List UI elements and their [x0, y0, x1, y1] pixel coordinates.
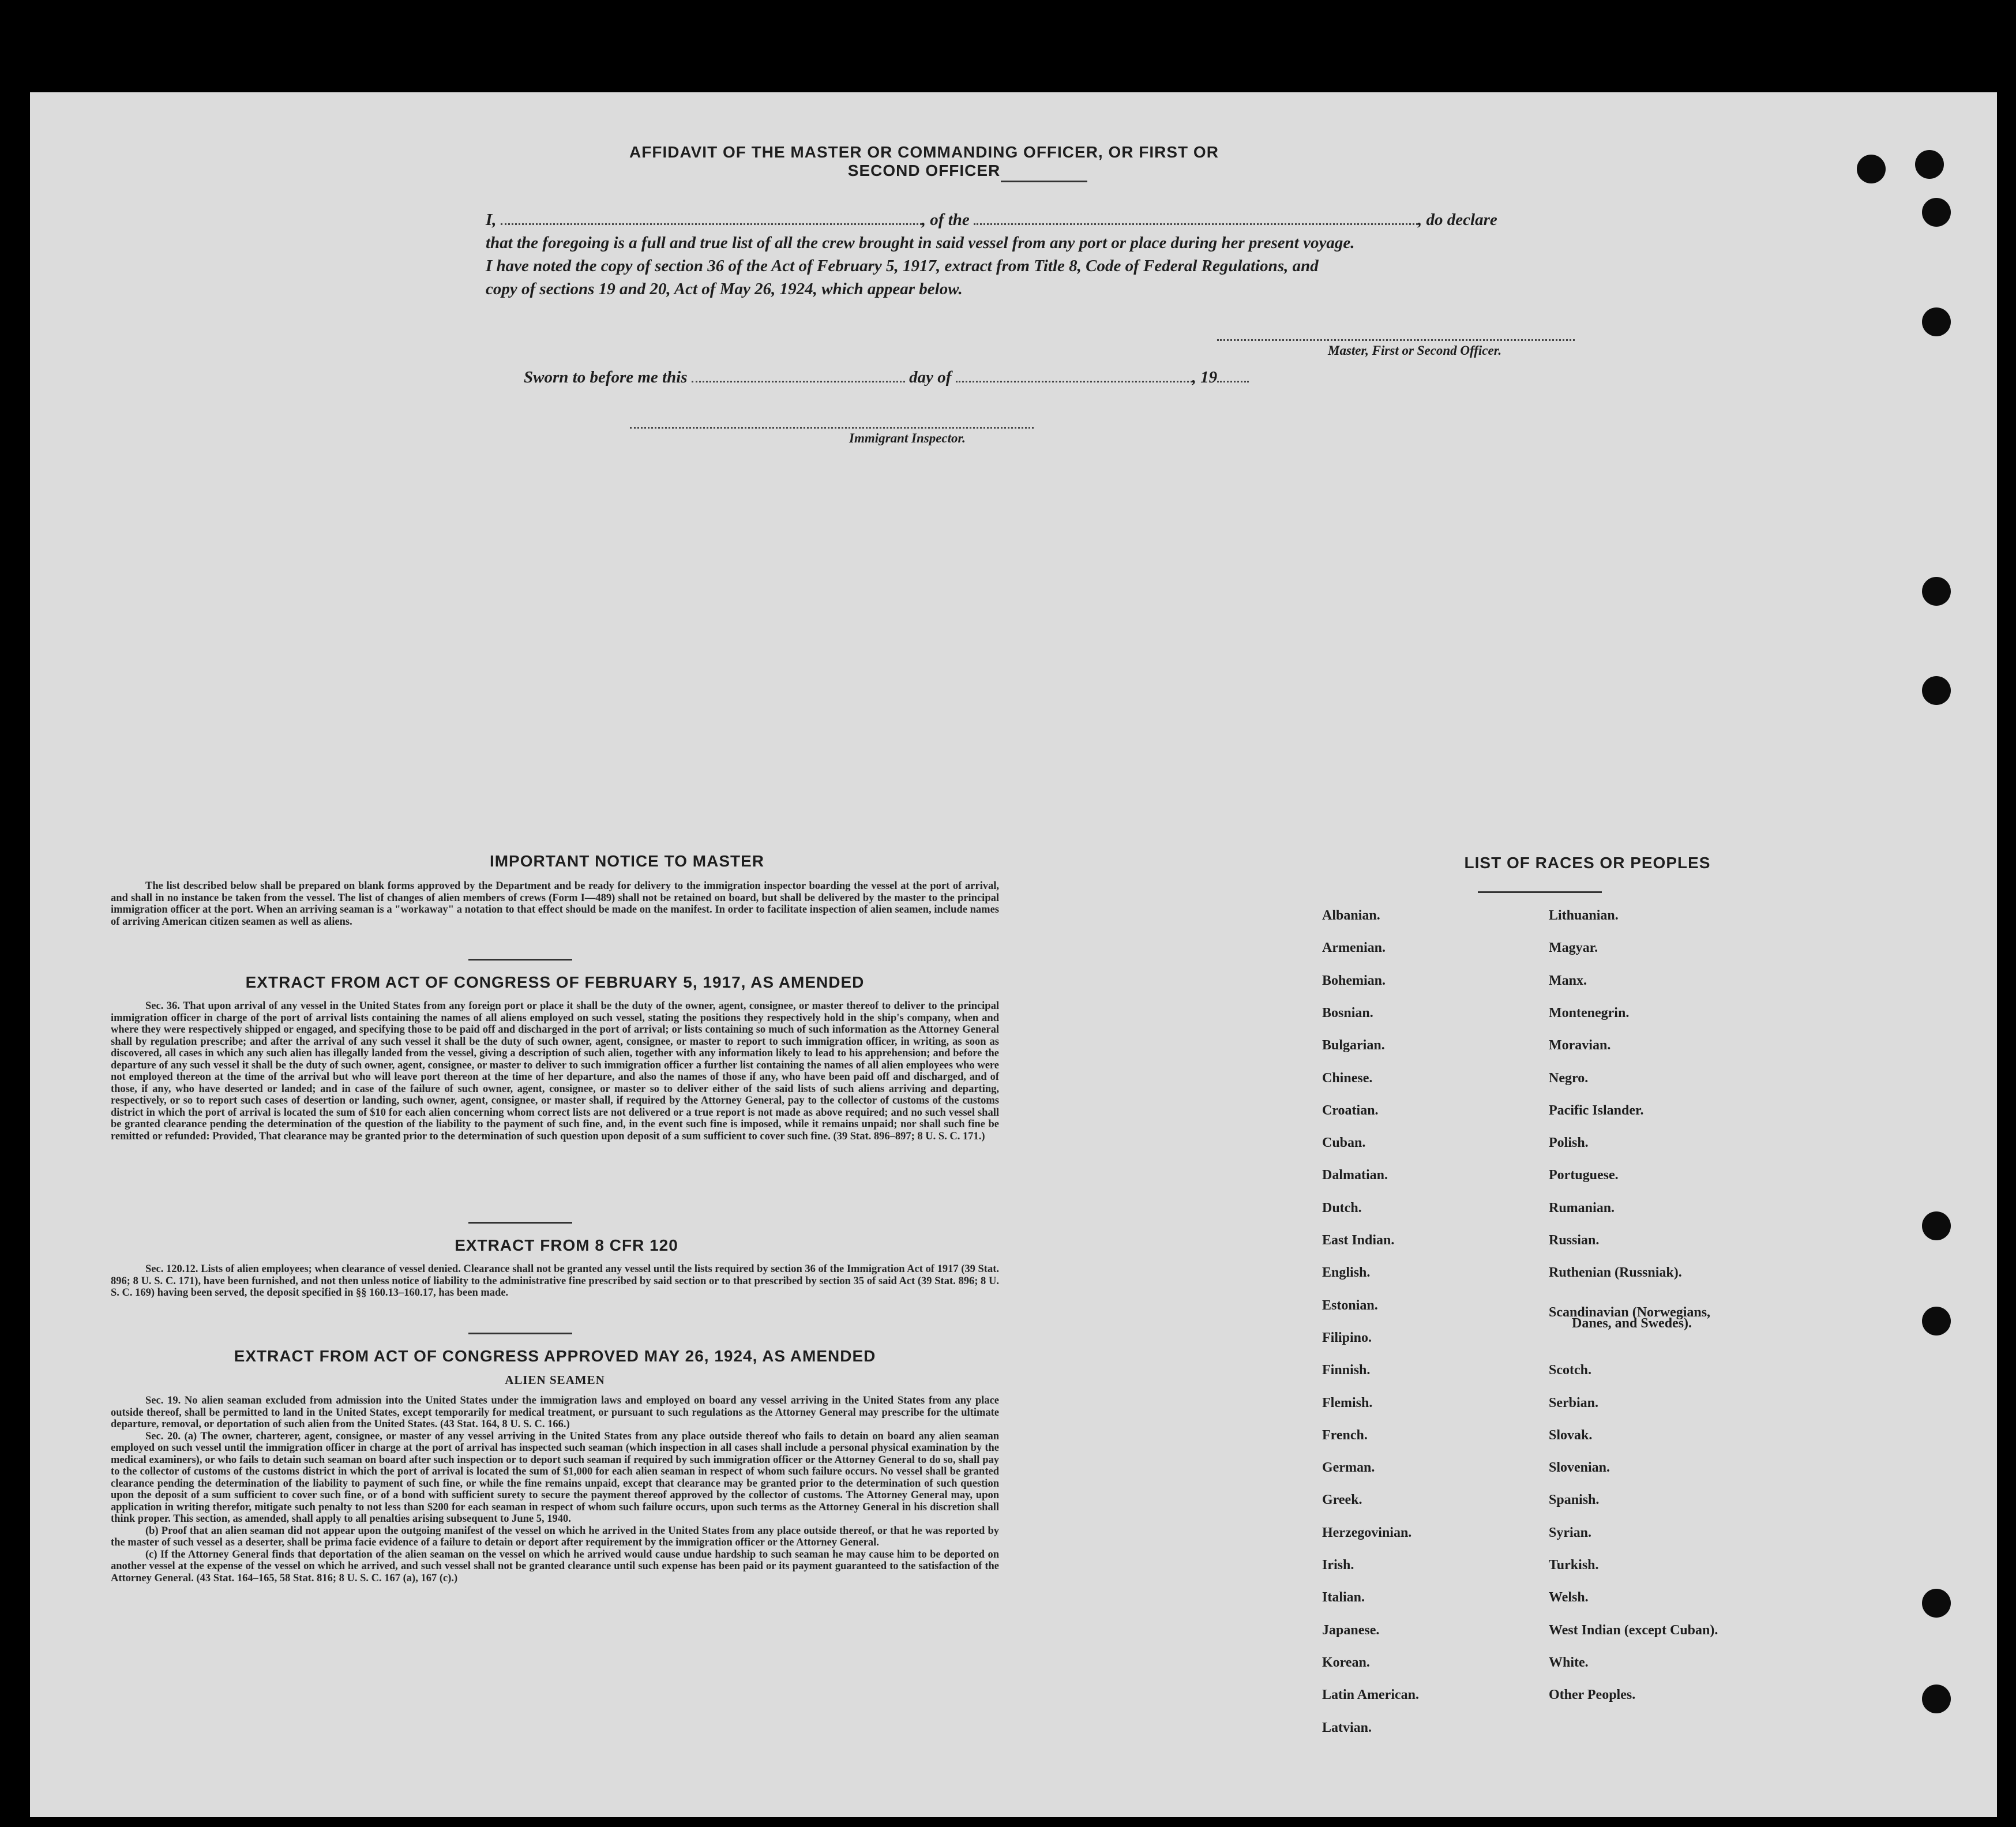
- punch-hole: [1857, 155, 1886, 183]
- race-item: East Indian.: [1322, 1233, 1395, 1248]
- declarant-name-field[interactable]: [501, 223, 922, 225]
- race-item: English.: [1322, 1265, 1371, 1281]
- vessel-label: , of the: [921, 211, 970, 229]
- declaration-line-3: I have noted the copy of section 36 of the Act of February 5, 1917, extract from Title 8, Code of Federal Regulations, and: [486, 257, 1319, 275]
- sworn-month-field[interactable]: [956, 381, 1192, 382]
- race-item: Herzegovinian.: [1322, 1525, 1412, 1540]
- extract-1924-heading: EXTRACT FROM ACT OF CONGRESS APPROVED MAY 26, 1924, AS AMENDED: [234, 1347, 876, 1365]
- sworn-line: [524, 368, 1249, 387]
- race-item: Russian.: [1549, 1233, 1600, 1248]
- sworn-label: Sworn to before me this: [524, 368, 688, 387]
- notice-text: The list described below shall be prepared on blank forms approved by the Department and be ready for delivery to the immigration inspector boarding the vessel at the port of arrival, and shall in no instance be taken from the vessel. The list of changes of alien members of crews (Form I—489) shall not be retained on board, but shall be delivered by the master to the principal immigration officer at the port. When an arriving seaman is a "workaway" a notation to that effect should be made on the manifest. In order to facilitate inspection of alien seamen, include names of arriving American citizen seamen as well as aliens.: [111, 880, 999, 928]
- race-item: White.: [1549, 1655, 1589, 1670]
- vessel-name-field[interactable]: [974, 223, 1418, 225]
- race-item: Syrian.: [1549, 1525, 1592, 1540]
- race-item: Ruthenian (Russniak).: [1549, 1265, 1682, 1281]
- races-heading: LIST OF RACES OR PEOPLES: [1464, 854, 1711, 872]
- race-item: Greek.: [1322, 1492, 1362, 1508]
- race-item: German.: [1322, 1460, 1375, 1476]
- race-item: Armenian.: [1322, 940, 1386, 956]
- race-item: Slovak.: [1549, 1427, 1593, 1443]
- race-item: Albanian.: [1322, 908, 1380, 923]
- race-item: Filipino.: [1322, 1330, 1372, 1345]
- race-item: Italian.: [1322, 1590, 1365, 1605]
- punch-hole: [1922, 1685, 1951, 1713]
- inspector-signature-caption: Immigrant Inspector.: [849, 431, 966, 445]
- race-item: West Indian (except Cuban).: [1549, 1622, 1718, 1638]
- race-item: Pacific Islander.: [1549, 1102, 1644, 1118]
- race-item: Croatian.: [1322, 1102, 1379, 1118]
- extract-1917-body: [111, 1000, 999, 1142]
- race-item: Danes, and Swedes).: [1572, 1315, 1692, 1331]
- punch-hole: [1922, 676, 1951, 705]
- race-item: Cuban.: [1322, 1135, 1366, 1151]
- year-label: , 19: [1192, 368, 1218, 387]
- race-item: Turkish.: [1549, 1558, 1599, 1573]
- race-item: Irish.: [1322, 1558, 1354, 1573]
- race-item: Montenegrin.: [1549, 1005, 1630, 1021]
- race-item: Welsh.: [1549, 1590, 1589, 1605]
- race-item: Negro.: [1549, 1070, 1589, 1086]
- race-item: Scandinavian (Norwegians,: [1549, 1304, 1711, 1320]
- race-item: Dutch.: [1322, 1200, 1362, 1216]
- race-item: Finnish.: [1322, 1363, 1371, 1378]
- declaration-line-4: copy of sections 19 and 20, Act of May 26, 1924, which appear below.: [486, 280, 963, 298]
- race-item: Bulgarian.: [1322, 1038, 1385, 1053]
- race-item: Rumanian.: [1549, 1200, 1615, 1216]
- section-19-text: Sec. 19. No alien seaman excluded from admission into the United States under the immigration laws and employed on board any vessel arriving in the United States from any place outside thereof, shall be permitted to land in the United States, except temporarily for medical treatment, or pursuant to such regulations as the Attorney General may prescribe for the ultimate departure, removal, or deportation of such alien from the United States. (43 Stat. 164, 8 U. S. C. 166.): [111, 1395, 999, 1430]
- master-signature-caption: Master, First or Second Officer.: [1328, 343, 1502, 358]
- extract-cfr-heading: EXTRACT FROM 8 CFR 120: [455, 1236, 678, 1254]
- divider: [1001, 181, 1087, 182]
- inspector-signature-field[interactable]: [630, 427, 1034, 429]
- punch-hole: [1922, 577, 1951, 606]
- punch-hole: [1915, 150, 1944, 179]
- race-item: French.: [1322, 1427, 1368, 1443]
- race-item: Lithuanian.: [1549, 908, 1619, 923]
- punch-hole: [1922, 1307, 1951, 1335]
- extract-cfr-body: [111, 1263, 999, 1299]
- divider: [468, 1222, 572, 1224]
- divider: [1478, 891, 1602, 893]
- day-of-label: day of: [909, 368, 952, 387]
- notice-heading: IMPORTANT NOTICE TO MASTER: [489, 852, 765, 870]
- race-item: Moravian.: [1549, 1038, 1611, 1053]
- punch-hole: [1922, 198, 1951, 227]
- race-item: Latin American.: [1322, 1687, 1419, 1703]
- section-20a-text: Sec. 20. (a) The owner, charterer, agent, consignee, or master of any vessel arriving in the United States from any place outside thereof who fails to detain on board any alien seaman employed on such vessel until the immigration officer in charge at the port of arrival has inspected such seaman (which inspection in all cases shall include a personal physical examination by the medical examiners), or who fails to detain such seaman on board after such inspection or to deport such seaman if required by such immigration officer or the Attorney General to do so, shall pay to the collector of customs of the customs district in which the port of arrival is located the sum of $1,000 for each alien seaman in respect of whom such failure occurs. No vessel shall be granted clearance pending the determination of the liability to payment of such fine, or while the fine remains unpaid, except that clearance may be granted prior to the determination of such question upon the deposit of a sum sufficient to cover such fine, or of a bond with sufficient surety to secure the payment thereof approved by the collector of customs. The Attorney General may, upon application in writing therefor, mitigate such penalty to not less than $200 for each seaman in respect of whom such failure occurs, upon such terms as the Attorney General in his discretion shall think proper. This section, as amended, shall apply to all penalties arising subsequent to June 5, 1940.: [111, 1430, 999, 1525]
- section-20c-text: (c) If the Attorney General finds that deportation of the alien seaman on the vessel on which he arrived would cause undue hardship to such seaman he may cause him to be deported on another vessel at the expense of the vessel on which he arrived, and such vessel shall not be granted clearance until such expense has been paid or its payment guaranteed to the satisfaction of the Attorney General. (43 Stat. 164–165, 58 Stat. 816; 8 U. S. C. 167 (a), 167 (c).): [111, 1548, 999, 1584]
- race-item: Latvian.: [1322, 1720, 1372, 1735]
- race-item: Serbian.: [1549, 1395, 1599, 1410]
- declare-label: , do declare: [1418, 211, 1497, 229]
- master-signature-field[interactable]: [1217, 339, 1575, 341]
- divider: [468, 1333, 572, 1334]
- race-item: Bosnian.: [1322, 1005, 1373, 1021]
- race-item: Flemish.: [1322, 1395, 1373, 1410]
- race-item: Other Peoples.: [1549, 1687, 1636, 1703]
- race-item: Japanese.: [1322, 1622, 1380, 1638]
- extract-1924-body: [111, 1395, 999, 1584]
- section-36-text: Sec. 36. That upon arrival of any vessel in the United States from any foreign port or place it shall be the duty of the owner, agent, consignee, or master thereof to deliver to the principal immigration officer in charge of the port of arrival lists containing the names of all aliens employed on such vessel, stating the positions they respectively hold in the ship's company, when and where they were respectively shipped or engaged, and specifying those to be paid off and discharged in the port of arrival; or lists containing so much of such information as the Attorney General shall by regulation prescribe; and after the arrival of any such vessel it shall be the duty of such owner, agent, consignee, or master to report to such immigration officer, in writing, as soon as discovered, all cases in which any such alien has illegally landed from the vessel, giving a description of such alien, together with any information likely to lead to his apprehension; and before the departure of any such vessel it shall be the duty of such owner, agent, consignee, or master to deliver to such immigration officer a further list containing the names of all alien employees who were not employed thereon at the time of the arrival but who will leave port thereon at the time of her departure, and also the names of those if any, who have been paid off and discharged, and of those, if any, who have deserted or landed; and in case of the failure of such owner, agent, consignee, or master so to deliver either of the said lists of such aliens arriving and departing, respectively, or so to report such cases of desertion or landing, such owner, agent, consignee, or master shall, if required by the Attorney General, pay to the collector of customs of the customs district in which the port of arrival is located the sum of $10 for each alien concerning whom correct lists are not delivered or a true report is not made as above required; and no such vessel shall be granted clearance pending the determination of the question of the liability to the payment of such fine, and, in the event such fine is imposed, while it remains unpaid; nor shall such fine be remitted or refunded: Provided, That clearance may be granted prior to the determination of such question upon deposit of a sum sufficient to cover such fine. (39 Stat. 896–897; 8 U. S. C. 171.): [111, 1000, 999, 1142]
- notice-body: [111, 880, 999, 928]
- section-20b-text: (b) Proof that an alien seaman did not appear upon the outgoing manifest of the vessel on which he arrived in the United States from any place outside thereof, or that he was reported by the master of such vessel as a deserter, shall be prima facie evidence of a failure to detain or deport after requirement by the immigration officer or the Attorney General.: [111, 1525, 999, 1548]
- race-item: Chinese.: [1322, 1070, 1373, 1086]
- race-item: Polish.: [1549, 1135, 1589, 1151]
- declaration-line-1: [486, 211, 1497, 230]
- section-120-12-text: Sec. 120.12. Lists of alien employees; when clearance of vessel denied. Clearance shall not be granted any vessel until the lists required by section 36 of the Immigration Act of 1917 (39 Stat. 896; 8 U. S. C. 171), have been furnished, and not then unless notice of liability to the administrative fine prescribed by said section or to that prescribed by section 35 of said Act (39 Stat. 896; 8 U. S. C. 169) having been served, the deposit specified in §§ 160.13–160.17, has been made.: [111, 1263, 999, 1299]
- declaration-line-2: that the foregoing is a full and true list of all the crew brought in said vessel from any port or place during her present voyage.: [486, 234, 1355, 252]
- race-item: Dalmatian.: [1322, 1168, 1388, 1183]
- race-item: Portuguese.: [1549, 1168, 1619, 1183]
- declarant-label: I,: [486, 211, 497, 229]
- punch-hole: [1922, 1211, 1951, 1240]
- race-item: Magyar.: [1549, 940, 1598, 956]
- divider: [468, 959, 572, 961]
- sworn-year-field[interactable]: [1217, 381, 1249, 382]
- affidavit-heading: AFFIDAVIT OF THE MASTER OR COMMANDING OFFICER, OR FIRST OR SECOND OFFICER: [629, 143, 1219, 179]
- sworn-day-field[interactable]: [692, 381, 905, 382]
- punch-hole: [1922, 1589, 1951, 1618]
- form-page: [30, 92, 1997, 1817]
- race-item: Scotch.: [1549, 1363, 1591, 1378]
- alien-seamen-subheading: ALIEN SEAMEN: [505, 1373, 605, 1387]
- race-item: Manx.: [1549, 973, 1587, 988]
- punch-hole: [1922, 307, 1951, 336]
- race-item: Estonian.: [1322, 1297, 1378, 1313]
- race-item: Slovenian.: [1549, 1460, 1610, 1476]
- race-item: Korean.: [1322, 1655, 1370, 1670]
- race-item: Spanish.: [1549, 1492, 1600, 1508]
- race-item: Bohemian.: [1322, 973, 1386, 988]
- extract-1917-heading: EXTRACT FROM ACT OF CONGRESS OF FEBRUARY 5, 1917, AS AMENDED: [245, 973, 865, 991]
